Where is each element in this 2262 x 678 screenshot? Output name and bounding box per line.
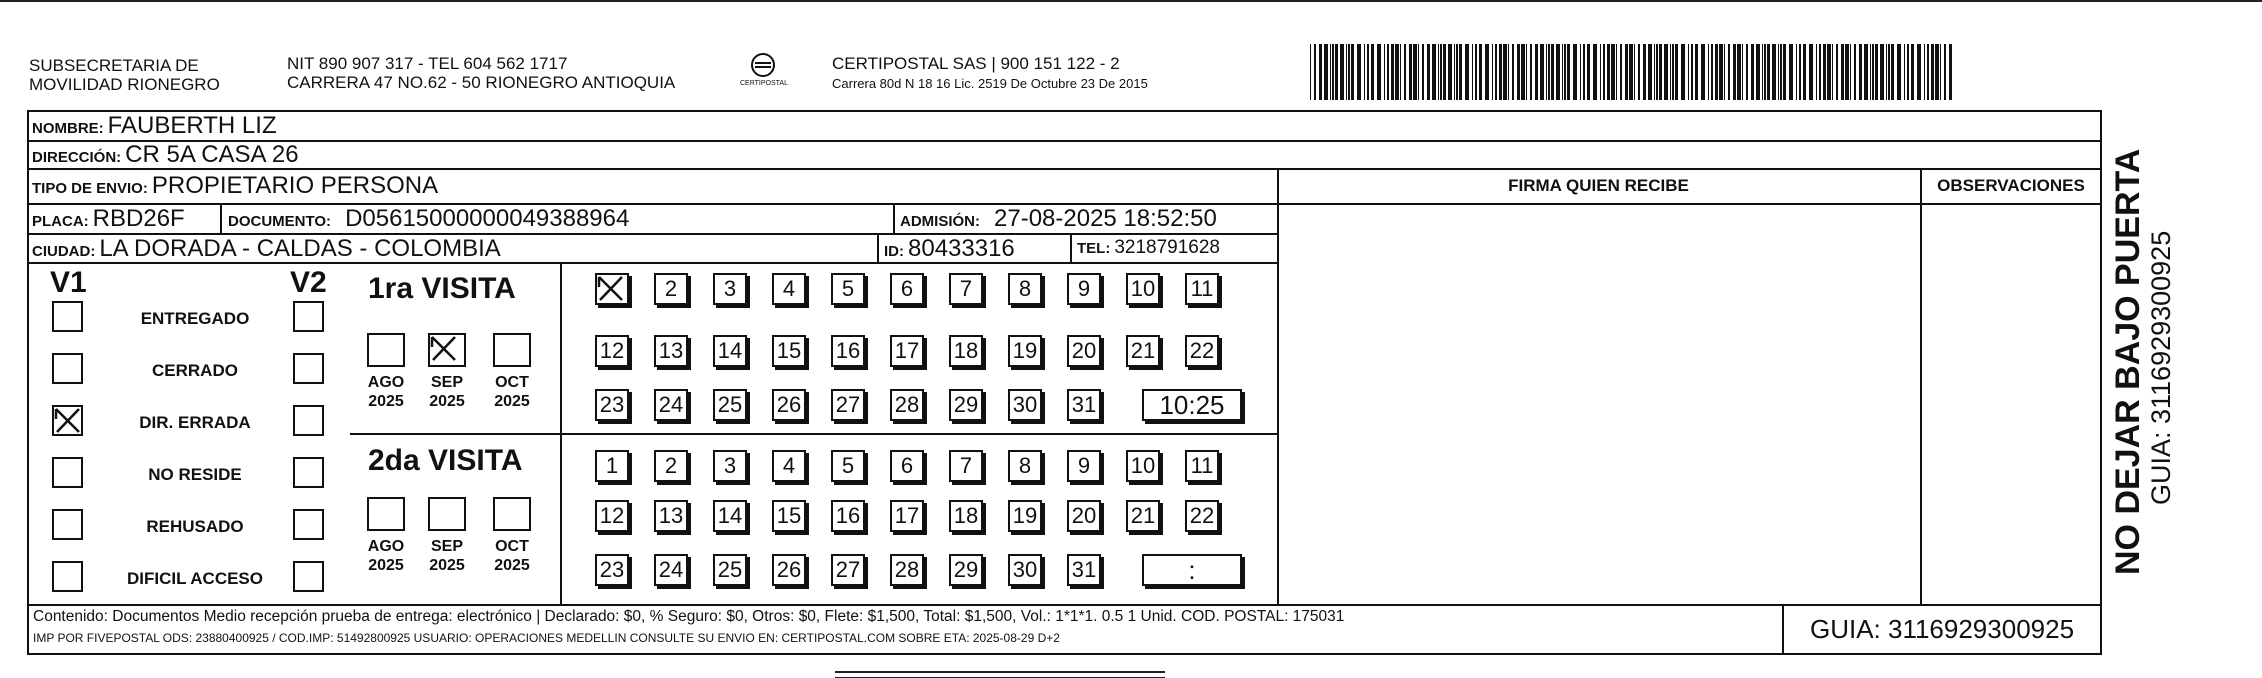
tel-value: 3218791628 [1114, 237, 1220, 258]
status-label: DIFICIL ACCESO [126, 569, 263, 588]
day-box[interactable]: 25 [713, 389, 747, 421]
day-box[interactable]: 28 [890, 554, 924, 586]
id-value: 80433316 [908, 235, 1015, 262]
agency-name [29, 56, 220, 94]
day-box[interactable]: 10 [1126, 450, 1160, 482]
v2-header: V2 [290, 266, 327, 299]
placa-label: PLACA: [32, 213, 89, 230]
id-label: ID: [884, 243, 904, 260]
day-box[interactable]: 26 [772, 389, 806, 421]
month-name: AGO [367, 374, 405, 391]
day-box[interactable]: 6 [890, 450, 924, 482]
day-box[interactable]: 13 [654, 335, 688, 367]
month-checkbox[interactable] [428, 333, 466, 367]
courier-license: Carrera 80d N 18 16 Lic. 2519 De Octubre 23 De 2015 [832, 76, 1148, 91]
day-box[interactable]: 19 [1008, 500, 1042, 532]
day-box[interactable]: 8 [1008, 450, 1042, 482]
col-line [1070, 233, 1072, 262]
day-box[interactable]: 6 [890, 273, 924, 305]
ciudad-label: CIUDAD: [32, 243, 96, 260]
row-line [27, 168, 2102, 170]
day-box[interactable]: 22 [1185, 500, 1219, 532]
day-box[interactable]: 4 [772, 273, 806, 305]
month-checkbox[interactable] [367, 497, 405, 531]
v1-checkbox[interactable] [52, 509, 83, 540]
day-box[interactable]: 26 [772, 554, 806, 586]
col-line [877, 233, 879, 262]
day-box[interactable]: 25 [713, 554, 747, 586]
day-box[interactable]: 2 [654, 450, 688, 482]
month-year: 2025 [494, 393, 530, 410]
nit-line: NIT 890 907 317 - TEL 604 562 1717 [287, 54, 568, 73]
day-box[interactable]: 11 [1185, 450, 1219, 482]
month-checkbox[interactable] [493, 333, 531, 367]
day-box[interactable]: 12 [595, 500, 629, 532]
day-box[interactable]: 31 [1067, 554, 1101, 586]
address-line: CARRERA 47 NO.62 - 50 RIONEGRO ANTIOQUIA [287, 73, 676, 92]
month-year: 2025 [429, 557, 465, 574]
day-box[interactable]: 2 [654, 273, 688, 305]
time-box[interactable]: : [1142, 554, 1242, 586]
day-box[interactable]: 21 [1126, 500, 1160, 532]
v2-checkbox[interactable] [293, 301, 324, 332]
time-box[interactable]: 10:25 [1142, 389, 1242, 421]
col-line [893, 203, 895, 233]
agency-line1: SUBSECRETARIA DE [29, 56, 199, 75]
status-label: DIR. ERRADA [139, 413, 251, 432]
day-box[interactable]: 29 [949, 554, 983, 586]
barcode [1310, 44, 1970, 100]
col-line [220, 203, 222, 233]
month-name: OCT [495, 538, 529, 555]
status-label: REHUSADO [146, 517, 244, 536]
top-perforation [0, 0, 2262, 5]
month-year: 2025 [368, 393, 404, 410]
guia-footer: GUIA: 3116929300925 [1809, 614, 2075, 644]
day-box[interactable]: 24 [654, 389, 688, 421]
observaciones-header: OBSERVACIONES [1937, 176, 2085, 195]
month-name: OCT [495, 374, 529, 391]
logo-text: CERTIPOSTAL [740, 80, 788, 87]
month-year: 2025 [494, 557, 530, 574]
tel-label: TEL: [1077, 240, 1111, 257]
day-box[interactable]: 3 [713, 450, 747, 482]
month-label [356, 537, 416, 575]
v2-checkbox[interactable] [293, 353, 324, 384]
day-box[interactable]: 7 [949, 273, 983, 305]
month-year: 2025 [429, 393, 465, 410]
admision-row [900, 205, 1217, 233]
agency-line2: MOVILIDAD RIONEGRO [29, 75, 220, 94]
admision-value: 27-08-2025 18:52:50 [994, 205, 1217, 232]
day-box[interactable] [595, 273, 629, 305]
day-box[interactable]: 13 [654, 500, 688, 532]
day-box[interactable]: 11 [1185, 273, 1219, 305]
contenido-text: Contenido: Documentos Medio recepción prueba de entrega: electrónico | Declarado: $0, % Seguro: $0, Otros: $0, Flete: $1,500, Total: $1,500, Vol.: 1*1*1. 0.5 1 Unid. COD. POSTAL: 175031 [33, 608, 1345, 625]
day-box[interactable]: 3 [713, 273, 747, 305]
day-box[interactable]: 22 [1185, 335, 1219, 367]
direccion-label: DIRECCIÓN: [32, 149, 122, 166]
documento-value: D05615000000049388964 [345, 205, 630, 232]
day-box[interactable]: 9 [1067, 450, 1101, 482]
day-box[interactable]: 29 [949, 389, 983, 421]
courier-line: CERTIPOSTAL SAS | 900 151 122 - 2 [832, 54, 1120, 73]
day-box[interactable]: 5 [831, 273, 865, 305]
day-box[interactable]: 27 [831, 389, 865, 421]
id-row [884, 235, 1015, 263]
row-line [27, 140, 2102, 142]
day-box[interactable]: 24 [654, 554, 688, 586]
month-checkbox[interactable] [493, 497, 531, 531]
tipo-value: PROPIETARIO PERSONA [151, 172, 439, 199]
v1-checkbox[interactable] [52, 301, 83, 332]
day-box[interactable]: 31 [1067, 389, 1101, 421]
month-label [356, 373, 416, 411]
first-visit-label: 1ra VISITA [368, 272, 516, 305]
v1-checkbox[interactable] [52, 457, 83, 488]
month-label [417, 373, 477, 411]
side-text [2110, 115, 2250, 575]
month-checkbox[interactable] [367, 333, 405, 367]
check-mark-icon [428, 333, 459, 364]
v1-checkbox[interactable] [52, 353, 83, 384]
day-box[interactable]: 30 [1008, 554, 1042, 586]
observaciones-area[interactable] [1922, 205, 2100, 603]
status-label: CERRADO [152, 361, 238, 380]
month-label [482, 537, 542, 575]
day-box[interactable]: 17 [890, 500, 924, 532]
nombre-value: FAUBERTH LIZ [107, 112, 277, 139]
courier-info [832, 54, 1148, 91]
ciudad-value: LA DORADA - CALDAS - COLOMBIA [99, 235, 501, 262]
day-box[interactable]: 20 [1067, 335, 1101, 367]
agency-contact [287, 54, 675, 92]
day-box[interactable]: 15 [772, 500, 806, 532]
v2-checkbox[interactable] [293, 561, 324, 592]
day-box[interactable]: 8 [1008, 273, 1042, 305]
month-name: AGO [367, 538, 405, 555]
day-box[interactable]: 18 [949, 335, 983, 367]
day-box[interactable]: 15 [772, 335, 806, 367]
day-box[interactable]: 16 [831, 335, 865, 367]
day-box[interactable]: 20 [1067, 500, 1101, 532]
check-mark-icon [595, 273, 626, 304]
day-box[interactable]: 21 [1126, 335, 1160, 367]
day-box[interactable]: 17 [890, 335, 924, 367]
day-box[interactable]: 27 [831, 554, 865, 586]
tel-row [1077, 237, 1220, 259]
day-box[interactable]: 16 [831, 500, 865, 532]
v2-checkbox[interactable] [293, 457, 324, 488]
month-year: 2025 [368, 557, 404, 574]
v2-checkbox[interactable] [293, 405, 324, 436]
status-label: ENTREGADO [140, 309, 250, 328]
nombre-label: NOMBRE: [32, 120, 104, 137]
month-label [417, 537, 477, 575]
day-box[interactable]: 7 [949, 450, 983, 482]
status-label: NO RESIDE [148, 465, 242, 484]
v1-header: V1 [50, 266, 87, 299]
day-box[interactable]: 5 [831, 450, 865, 482]
signature-area[interactable] [1279, 205, 1919, 603]
day-box[interactable]: 1 [595, 450, 629, 482]
tipo-label: TIPO DE ENVIO: [32, 180, 148, 197]
firma-header: FIRMA QUIEN RECIBE [1508, 176, 1689, 195]
ciudad-row [32, 235, 501, 263]
row-line [27, 604, 2102, 606]
documento-label: DOCUMENTO: [228, 213, 332, 230]
no-dejar-warning: NO DEJAR BAJO PUERTA [2109, 148, 2147, 575]
day-box[interactable]: 30 [1008, 389, 1042, 421]
day-box[interactable]: 23 [595, 554, 629, 586]
v1-checkbox[interactable] [52, 405, 83, 436]
day-box[interactable]: 19 [1008, 335, 1042, 367]
documento-row [228, 205, 629, 233]
admision-label: ADMISIÓN: [900, 213, 980, 230]
direccion-value: CR 5A CASA 26 [125, 141, 299, 168]
month-checkbox[interactable] [428, 497, 466, 531]
day-box[interactable]: 10 [1126, 273, 1160, 305]
month-label [482, 373, 542, 411]
nombre-row [32, 112, 277, 140]
second-visit-label: 2da VISITA [368, 444, 523, 477]
placa-value: RBD26F [92, 205, 185, 232]
day-box[interactable]: 9 [1067, 273, 1101, 305]
day-box[interactable]: 23 [595, 389, 629, 421]
month-name: SEP [430, 374, 463, 391]
day-box[interactable]: 12 [595, 335, 629, 367]
check-mark-icon [52, 405, 83, 436]
day-box[interactable]: 14 [713, 335, 747, 367]
day-box[interactable]: 28 [890, 389, 924, 421]
certipostal-logo [740, 52, 786, 92]
placa-row [32, 205, 185, 233]
side-guia: GUIA: 3116929300925 [2146, 230, 2176, 505]
day-box[interactable]: 14 [713, 500, 747, 532]
imp-text: IMP POR FIVEPOSTAL ODS: 23880400925 / COD.IMP: 51492800925 USUARIO: OPERACIONES MEDELLIN CONSULTE SU ENVIO EN: CERTIPOSTAL.COM SOBRE ETA: 2025-08-29 D+2 [33, 631, 1060, 645]
v1-checkbox[interactable] [52, 561, 83, 592]
visit-divider [350, 433, 1277, 435]
day-box[interactable]: 18 [949, 500, 983, 532]
tipo-row [32, 172, 438, 200]
month-name: SEP [430, 538, 463, 555]
v2-checkbox[interactable] [293, 509, 324, 540]
direccion-row [32, 141, 299, 169]
day-box[interactable]: 4 [772, 450, 806, 482]
